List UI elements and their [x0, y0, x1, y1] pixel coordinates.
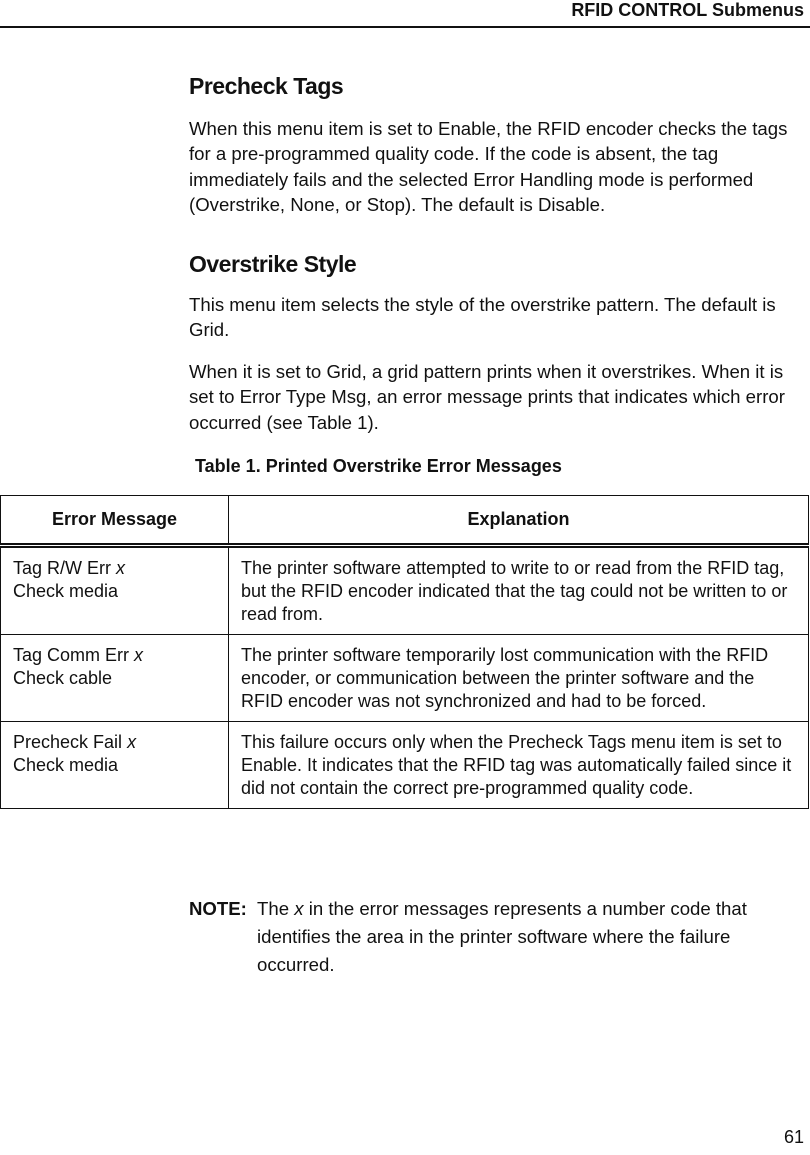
variable: x	[127, 732, 137, 752]
paragraph: This menu item selects the style of the overstrike pattern. The default is Grid.	[189, 294, 776, 341]
message-text: Tag R/W Err	[13, 558, 112, 578]
heading-precheck-tags: Precheck Tags	[189, 73, 344, 99]
header-rule	[0, 26, 810, 28]
paragraph: When it is set to Grid, a grid pattern prints when it overstrikes. When it is set to Error Type Msg, an error message prints that indicates which error occurred (see Table 1).	[189, 361, 785, 433]
error-message-cell	[1, 722, 229, 809]
message-text: Check media	[13, 581, 119, 601]
message-text: Check media	[13, 755, 119, 775]
column-header: Error Message	[1, 496, 229, 546]
table-row	[1, 635, 809, 722]
page-number: 61	[783, 1127, 804, 1147]
note-label: NOTE:	[189, 898, 247, 919]
note-post: in the error messages represents a number code that identifies the area in the printer software where the failure occurred.	[257, 898, 747, 975]
variable: x	[134, 645, 144, 665]
note-pre: The	[257, 898, 290, 919]
error-messages-table	[0, 495, 809, 809]
note-text	[257, 895, 809, 979]
note	[189, 895, 809, 979]
error-message-cell	[1, 546, 229, 635]
table-caption: Table 1. Printed Overstrike Error Messages	[195, 456, 562, 476]
running-header: RFID CONTROL Submenus	[571, 0, 804, 20]
explanation-cell: The printer software temporarily lost communication with the RFID encoder, or communication between the printer software and the RFID encoder was not synchronized and had to be forced.	[229, 635, 809, 722]
explanation-cell: This failure occurs only when the Precheck Tags menu item is set to Enable. It indicates that the RFID tag was automatically failed since it did not contain the correct pre-programmed quality code.	[229, 722, 809, 809]
message-text: Precheck Fail	[13, 732, 123, 752]
error-message-cell	[1, 635, 229, 722]
variable: x	[116, 558, 126, 578]
paragraph: When this menu item is set to Enable, the RFID encoder checks the tags for a pre-programmed quality code. If the code is absent, the tag immediately fails and the selected Error Handling mode is performed (Overstrike, None, or Stop). The default is Disable.	[189, 118, 788, 215]
table-row	[1, 722, 809, 809]
message-text: Tag Comm Err	[13, 645, 130, 665]
table-row	[1, 546, 809, 635]
heading-overstrike-style: Overstrike Style	[189, 251, 357, 277]
column-header: Explanation	[229, 496, 809, 546]
message-text: Check cable	[13, 668, 113, 688]
variable: x	[294, 898, 304, 919]
explanation-cell: The printer software attempted to write to or read from the RFID tag, but the RFID encoder indicated that the tag could not be written to or read from.	[229, 546, 809, 635]
